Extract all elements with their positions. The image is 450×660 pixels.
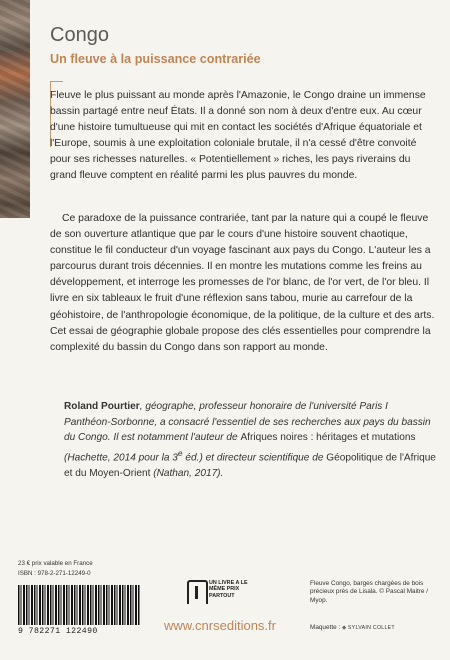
bio-text-1: , géographe, professeur honoraire de l'université Paris I Panthéon-Sorbonne, a consacré l'essentiel de ses recherches aux pays du bassin du Congo. Il est notamment l'auteur de: [64, 401, 431, 444]
description-paragraph-1: Fleuve le plus puissant au monde après l'Amazonie, le Congo draine un immense bassin partagé entre neuf États. Il a donné son nom à deux d'entre eux. Au cœur d'une histoire tumultueuse qui mit en contact les sociétés d'Afrique équatoriale et l'Europe, soumis à une exploitation coloniale brutale, il n'a cessé d'être convoité pour ses richesses naturelles. « Potentiellement » riches, les pays riverains du grand fleuve comptent en réalité parmi les plus pauvres du monde.: [50, 90, 426, 182]
author-bio: [64, 399, 436, 481]
photo-caption: Fleuve Congo, barges chargées de bois précieux près de Lisala. © Pascal Maitre / Myop.: [310, 580, 429, 604]
barcode: [18, 585, 140, 625]
price-label: 23 € prix valable en France: [18, 560, 93, 567]
design-credit-label: Maquette :: [310, 624, 341, 631]
book-subtitle: Un fleuve à la puissance contrariée: [50, 52, 261, 66]
bio-book-2: Géopolitique de l'Afrique et du Moyen-Orient: [64, 452, 436, 479]
author-name: Roland Pourtier: [64, 401, 140, 412]
bio-text-3: éd.) et directeur scientifique de: [182, 452, 327, 464]
design-credit: [310, 624, 395, 631]
book-price-icon: [187, 580, 208, 604]
publisher-website-link[interactable]: www.cnrseditions.fr: [164, 618, 276, 633]
bio-text-2: (Hachette, 2014 pour la 3: [64, 452, 178, 464]
description-paragraph-2: Ce paradoxe de la puissance contrariée, tant par la nature qui a coupé le fleuve de son ouverture atlantique que par le cours d'une histoire souvent chaotique, constitue le fil conducteur d'un voyage fascinant aux pays du Congo. L'auteur les a parcourus durant trois décennies. Il en montre les mutations comme les freins au développement, et interroge les promesses de l'or blanc, de l'or vert, de l'or bleu. Il livre en six tableaux le fruit d'une réflexion sans tabou, murie au carrefour de la géohistoire, de l'anthropologie économique, de la politique, de la culture et des arts. Cet essai de géographie globale propose des clés essentielles pour comprendre la complexité du bassin du Congo dans son rapport au monde.: [50, 213, 435, 353]
book-title: Congo: [50, 24, 109, 46]
prix-unique-text: UN LIVRE A LE MÊME PRIX PARTOUT: [209, 580, 248, 599]
cover-photo-strip: [0, 0, 30, 218]
bio-text-4: (Nathan, 2017).: [150, 467, 224, 479]
designer-name: SYLVAIN COLLET: [347, 625, 395, 631]
isbn-label: ISBN : 978-2-271-12249-0: [18, 570, 91, 577]
bio-text-2-sup: e: [177, 447, 183, 458]
bio-book-1: Afriques noires : héritages et mutations: [240, 432, 416, 444]
designer-logo-icon: ◆: [341, 625, 347, 631]
prix-unique-logo: [187, 578, 247, 608]
barcode-number: 9 782271 122490: [18, 627, 98, 636]
